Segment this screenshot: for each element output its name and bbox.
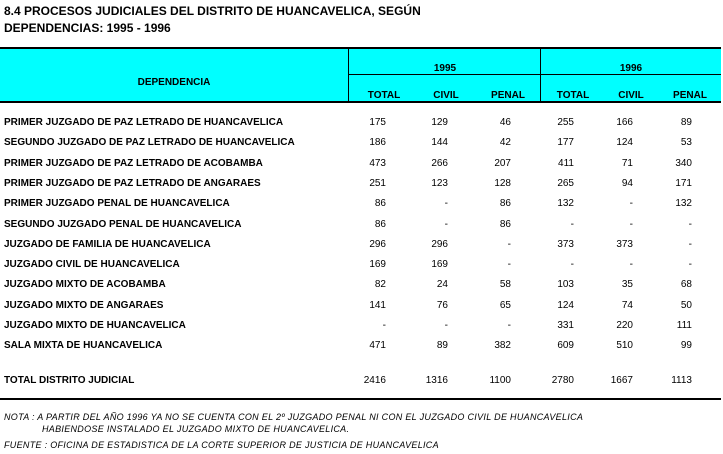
table-row-cell: 609 [557, 340, 574, 351]
table-row-cell: 255 [557, 117, 574, 128]
table-row-cell: 186 [369, 137, 386, 148]
col-header-total-1996: TOTAL [556, 90, 590, 101]
table-row-cell: 220 [616, 320, 633, 331]
table-header [0, 47, 721, 103]
table-row-cell: 94 [621, 178, 633, 189]
total-row-cell: 1316 [425, 375, 448, 386]
total-row-label: TOTAL DISTRITO JUDICIAL [4, 375, 135, 386]
table-row-cell: 251 [369, 178, 386, 189]
table-row-cell: 128 [494, 178, 511, 189]
table-row-cell: 296 [369, 239, 386, 250]
table-row-cell: 132 [675, 198, 692, 209]
table-row-cell: 171 [675, 178, 692, 189]
table-row-cell: 373 [616, 239, 633, 250]
table-row-cell: 58 [499, 279, 511, 290]
table-row-cell: 86 [499, 198, 511, 209]
table-row-cell: 129 [431, 117, 448, 128]
table-row-cell: 331 [557, 320, 574, 331]
table-row-cell: 169 [431, 259, 448, 270]
table-row-cell: 46 [499, 117, 511, 128]
note-line-2: HABIENDOSE INSTALADO EL JUZGADO MIXTO DE HUANCAVELICA. [42, 424, 350, 434]
table-row-cell: 373 [557, 239, 574, 250]
table-row-cell: 24 [436, 279, 448, 290]
table-row-cell: 42 [499, 137, 511, 148]
table-row-label: PRIMER JUZGADO DE PAZ LETRADO DE ACOBAMBA [4, 158, 263, 169]
header-divider [540, 49, 541, 101]
table-bottom-rule [0, 398, 721, 400]
table-row-cell: 382 [494, 340, 511, 351]
total-row-cell: 2416 [363, 375, 386, 386]
table-row-label: JUZGADO DE FAMILIA DE HUANCAVELICA [4, 239, 211, 250]
total-row-cell: 1667 [610, 375, 633, 386]
table-row-cell: 510 [616, 340, 633, 351]
table-row-cell: - [382, 320, 386, 331]
table-row-cell: 111 [676, 320, 692, 331]
source-note: FUENTE : OFICINA DE ESTADISTICA DE LA CORTE SUPERIOR DE JUSTICIA DE HUANCAVELICA [4, 440, 439, 450]
table-row-cell: 175 [369, 117, 386, 128]
table-title: 8.4 PROCESOS JUDICIALES DEL DISTRITO DE HUANCAVELICA, SEGÚN [4, 4, 421, 18]
col-header-civil-1995: CIVIL [433, 90, 459, 101]
table-row-cell: - [629, 259, 633, 270]
table-row-cell: 166 [616, 117, 633, 128]
table-row-cell: 265 [557, 178, 574, 189]
table-row-cell: 124 [616, 137, 633, 148]
table-row-cell: 471 [369, 340, 386, 351]
table-row-label: PRIMER JUZGADO DE PAZ LETRADO DE ANGARAES [4, 178, 261, 189]
table-row-cell: - [570, 219, 574, 230]
table-row-cell: 86 [499, 219, 511, 230]
table-row-cell: 177 [557, 137, 574, 148]
table-row-cell: - [688, 259, 692, 270]
table-row-cell: 89 [680, 117, 692, 128]
note-line-1: NOTA : A PARTIR DEL AÑO 1996 YA NO SE CUENTA CON EL 2º JUZGADO PENAL NI CON EL JUZGADO CIVIL DE HUANCAVELICA [4, 412, 584, 422]
table-row-cell: 340 [675, 158, 692, 169]
table-row-cell: - [507, 320, 511, 331]
table-row-cell: - [507, 259, 511, 270]
table-row-label: PRIMER JUZGADO PENAL DE HUANCAVELICA [4, 198, 230, 209]
table-row-cell: 411 [558, 158, 574, 169]
table-row-cell: 53 [680, 137, 692, 148]
table-row-cell: - [688, 239, 692, 250]
table-row-label: SEGUNDO JUZGADO PENAL DE HUANCAVELICA [4, 219, 242, 230]
table-row-cell: 76 [436, 300, 448, 311]
table-row-label: JUZGADO CIVIL DE HUANCAVELICA [4, 259, 180, 270]
table-row-label: JUZGADO MIXTO DE ACOBAMBA [4, 279, 166, 290]
table-row-cell: 50 [680, 300, 692, 311]
table-row-cell: - [444, 320, 448, 331]
table-row-cell: 141 [369, 300, 386, 311]
total-row-cell: 2780 [551, 375, 574, 386]
table-row-cell: 65 [499, 300, 511, 311]
table-row-cell: 74 [621, 300, 633, 311]
table-row-cell: 86 [374, 219, 386, 230]
table-row-label: JUZGADO MIXTO DE HUANCAVELICA [4, 320, 186, 331]
table-row-cell: 86 [374, 198, 386, 209]
table-row-cell: 266 [431, 158, 448, 169]
header-divider [348, 49, 349, 101]
table-row-cell: - [444, 219, 448, 230]
table-row-cell: 473 [369, 158, 386, 169]
table-row-label: JUZGADO MIXTO DE ANGARAES [4, 300, 164, 311]
table-row-label: SALA MIXTA DE HUANCAVELICA [4, 340, 163, 351]
header-year-rule [348, 74, 721, 75]
header-dependencia: DEPENDENCIA [137, 77, 211, 88]
table-subtitle: DEPENDENCIAS: 1995 - 1996 [4, 21, 171, 35]
total-row-cell: 1100 [489, 375, 511, 386]
table-row-cell: 71 [621, 158, 633, 169]
table-row-cell: 103 [557, 279, 574, 290]
total-row-cell: 1113 [671, 375, 692, 386]
table-row-cell: 35 [621, 279, 633, 290]
table-row-cell: - [629, 219, 633, 230]
table-row-label: SEGUNDO JUZGADO DE PAZ LETRADO DE HUANCAVELICA [4, 137, 295, 148]
table-row-cell: 296 [431, 239, 448, 250]
table-row-label: PRIMER JUZGADO DE PAZ LETRADO DE HUANCAVELICA [4, 117, 284, 128]
table-row-cell: 123 [431, 178, 448, 189]
table-row-cell: 99 [680, 340, 692, 351]
table-row-cell: 169 [369, 259, 386, 270]
table-row-cell: - [570, 259, 574, 270]
table-row-cell: 144 [431, 137, 448, 148]
col-header-penal-1996: PENAL [673, 90, 707, 101]
table-row-cell: - [444, 198, 448, 209]
table-row-cell: - [507, 239, 511, 250]
header-year-1996: 1996 [619, 63, 643, 74]
table-row-cell: 207 [494, 158, 511, 169]
table-row-cell: 68 [680, 279, 692, 290]
col-header-penal-1995: PENAL [491, 90, 525, 101]
table-row-cell: 82 [374, 279, 386, 290]
table-row-cell: - [629, 198, 633, 209]
table-row-cell: 89 [436, 340, 448, 351]
table-row-cell: 132 [557, 198, 574, 209]
header-year-1995: 1995 [433, 63, 457, 74]
table-row-cell: - [688, 219, 692, 230]
table-row-cell: 124 [557, 300, 574, 311]
col-header-total-1995: TOTAL [367, 90, 401, 101]
col-header-civil-1996: CIVIL [618, 90, 644, 101]
